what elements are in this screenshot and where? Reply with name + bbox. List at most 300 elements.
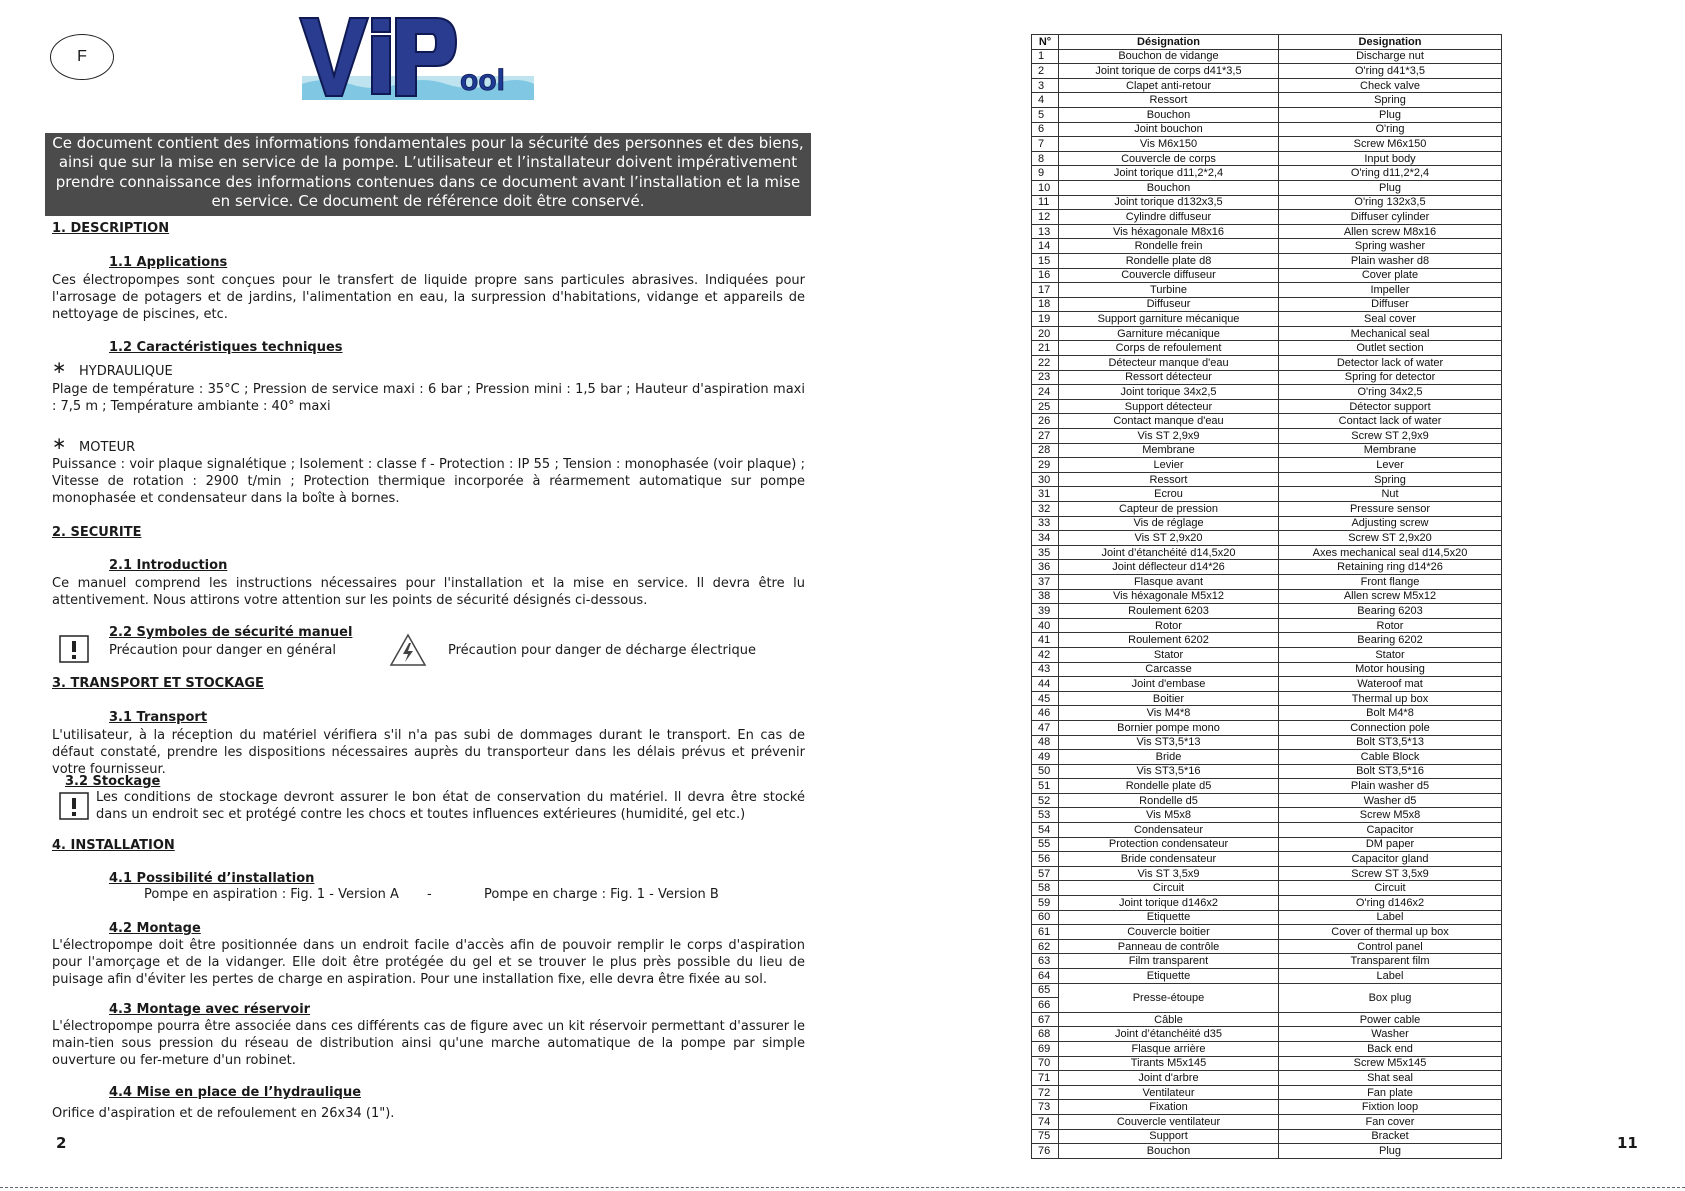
part-number-cell: 24 — [1032, 385, 1059, 400]
table-row — [1032, 633, 1502, 648]
part-name-fr-cell: Support garniture mécanique — [1059, 312, 1279, 327]
part-name-fr-cell: Joint torique de corps d41*3,5 — [1059, 64, 1279, 79]
part-name-en-cell: Check valve — [1279, 78, 1502, 93]
part-name-fr-cell: Clapet anti-retour — [1059, 78, 1279, 93]
part-number-cell: 19 — [1032, 312, 1059, 327]
part-name-en-cell: Nut — [1279, 487, 1502, 502]
table-row — [1032, 706, 1502, 721]
part-number-cell: 36 — [1032, 560, 1059, 575]
part-name-en-cell: Cable Block — [1279, 750, 1502, 765]
part-name-fr-cell: Stator — [1059, 647, 1279, 662]
part-name-en-cell: Plug — [1279, 107, 1502, 122]
table-row — [1032, 487, 1502, 502]
part-name-en-cell: Fixtion loop — [1279, 1100, 1502, 1115]
part-name-fr-cell: Ressort — [1059, 472, 1279, 487]
table-row — [1032, 604, 1502, 619]
part-number-cell: 23 — [1032, 370, 1059, 385]
part-name-fr-cell: Diffuseur — [1059, 297, 1279, 312]
part-name-en-cell: Seal cover — [1279, 312, 1502, 327]
part-name-en-cell: Bearing 6202 — [1279, 633, 1502, 648]
part-number-cell: 53 — [1032, 808, 1059, 823]
table-row — [1032, 137, 1502, 152]
table-row — [1032, 472, 1502, 487]
table-row — [1032, 677, 1502, 692]
part-name-en-cell: Diffuser — [1279, 297, 1502, 312]
part-name-fr-cell: Joint torique d146x2 — [1059, 896, 1279, 911]
transport-text: L'utilisateur, à la réception du matériel vérifiera s'il n'a pas subi de dommages durant le transport. En cas de défaut constaté, prendre les dispositions nécessaires auprès du transporteur dans les délais prévus et prévenir votre fournisseur. — [52, 728, 805, 777]
part-name-en-cell: Spring — [1279, 472, 1502, 487]
part-number-cell: 72 — [1032, 1085, 1059, 1100]
section-2-heading: 2. SECURITE — [52, 525, 142, 540]
part-name-en-cell: O'ring d146x2 — [1279, 896, 1502, 911]
table-row — [1032, 589, 1502, 604]
part-number-cell: 52 — [1032, 793, 1059, 808]
part-name-fr-cell: Capteur de pression — [1059, 502, 1279, 517]
part-name-fr-cell: Bride condensateur — [1059, 852, 1279, 867]
moteur-label: MOTEUR — [79, 440, 136, 455]
part-name-fr-cell: Rotor — [1059, 618, 1279, 633]
part-name-fr-cell: Membrane — [1059, 443, 1279, 458]
part-name-fr-cell: Vis de réglage — [1059, 516, 1279, 531]
part-name-fr-cell: Couvercle de corps — [1059, 151, 1279, 166]
part-number-cell: 67 — [1032, 1012, 1059, 1027]
part-number-cell: 29 — [1032, 458, 1059, 473]
section-3-heading: 3. TRANSPORT ET STOCKAGE — [52, 676, 264, 691]
part-number-cell: 76 — [1032, 1144, 1059, 1159]
part-name-fr-cell: Boitier — [1059, 691, 1279, 706]
table-row — [1032, 750, 1502, 765]
electric-danger-icon — [389, 633, 427, 667]
part-name-en-cell: Thermal up box — [1279, 691, 1502, 706]
table-row — [1032, 78, 1502, 93]
asterisk-bullet-icon: ∗ — [52, 434, 67, 454]
part-number-cell: 34 — [1032, 531, 1059, 546]
part-number-cell: 13 — [1032, 224, 1059, 239]
part-name-fr-cell: Ressort — [1059, 93, 1279, 108]
montage-text: L'électropompe doit être positionnée dans un endroit facile d'accès afin de pouvoir remplir le corps d'aspiration pour l'amorçage et de la vidanger. Elle doit être protégée du gel et se trouver le plus près possible du lieu de puisage afin d'éviter les pertes de charge en aspiration. Pour une installation fixe, elle devra être fixée au sol. — [52, 938, 805, 987]
part-number-cell: 21 — [1032, 341, 1059, 356]
part-name-en-cell: Adjusting screw — [1279, 516, 1502, 531]
part-number-cell: 17 — [1032, 283, 1059, 298]
part-name-en-cell: Screw ST 3,5x9 — [1279, 866, 1502, 881]
part-name-en-cell: Plug — [1279, 1144, 1502, 1159]
part-name-fr-cell: Couvercle diffuseur — [1059, 268, 1279, 283]
part-number-cell: 46 — [1032, 706, 1059, 721]
part-name-en-cell: Rotor — [1279, 618, 1502, 633]
part-name-en-cell: Plug — [1279, 180, 1502, 195]
part-name-fr-cell: Joint d’étanchéité d35 — [1059, 1027, 1279, 1042]
part-name-fr-cell: Support détecteur — [1059, 399, 1279, 414]
table-row — [1032, 166, 1502, 181]
part-number-cell: 41 — [1032, 633, 1059, 648]
part-number-cell: 70 — [1032, 1056, 1059, 1071]
part-name-fr-cell: Ressort détecteur — [1059, 370, 1279, 385]
part-name-en-cell: Plain washer d8 — [1279, 253, 1502, 268]
part-name-en-cell: O'ring 132x3,5 — [1279, 195, 1502, 210]
part-name-fr-cell: Etiquette — [1059, 969, 1279, 984]
part-name-fr-cell: Vis ST3,5*16 — [1059, 764, 1279, 779]
part-number-cell: 63 — [1032, 954, 1059, 969]
part-number-cell: 59 — [1032, 896, 1059, 911]
part-name-fr-cell: Bouchon — [1059, 180, 1279, 195]
part-name-fr-cell: Cylindre diffuseur — [1059, 210, 1279, 225]
part-name-fr-cell: Roulement 6203 — [1059, 604, 1279, 619]
table-row — [1032, 823, 1502, 838]
part-name-en-cell: Motor housing — [1279, 662, 1502, 677]
part-name-en-cell: Membrane — [1279, 443, 1502, 458]
table-row — [1032, 1041, 1502, 1056]
table-row — [1032, 1100, 1502, 1115]
stockage-text: Les conditions de stockage devront assurer le bon état de conservation du matériel. Il devra être stocké dans un endroit sec et protégé contre les chocs et toutes influences extérieures (humidité, gel etc.) — [96, 790, 805, 822]
part-name-en-cell: Label — [1279, 969, 1502, 984]
hydraulique-connection-text: Orifice d'aspiration et de refoulement en 26x34 (1"). — [52, 1106, 395, 1121]
section-4-heading: 4. INSTALLATION — [52, 838, 175, 853]
part-name-fr-cell: Contact manque d'eau — [1059, 414, 1279, 429]
part-number-cell: 8 — [1032, 151, 1059, 166]
left-page-number: 2 — [56, 1134, 67, 1152]
part-name-fr-cell: Tirants M5x145 — [1059, 1056, 1279, 1071]
table-row — [1032, 429, 1502, 444]
part-name-fr-cell: Couvercle ventilateur — [1059, 1114, 1279, 1129]
part-name-en-cell: Fan cover — [1279, 1114, 1502, 1129]
part-name-en-cell: Screw M5x8 — [1279, 808, 1502, 823]
part-name-en-cell: Bearing 6203 — [1279, 604, 1502, 619]
part-name-en-cell: Retaining ring d14*26 — [1279, 560, 1502, 575]
part-name-fr-cell: Carcasse — [1059, 662, 1279, 677]
table-row — [1032, 239, 1502, 254]
part-name-en-cell: Mechanical seal — [1279, 326, 1502, 341]
part-number-cell: 7 — [1032, 137, 1059, 152]
part-name-en-cell: Fan plate — [1279, 1085, 1502, 1100]
svg-text:ool: ool — [460, 64, 505, 97]
part-number-cell: 51 — [1032, 779, 1059, 794]
part-name-en-cell: Bracket — [1279, 1129, 1502, 1144]
part-name-en-cell: Détector support — [1279, 399, 1502, 414]
table-row — [1032, 122, 1502, 137]
part-name-en-cell: Cover plate — [1279, 268, 1502, 283]
general-danger-icon — [59, 635, 89, 663]
part-name-fr-cell: Joint déflecteur d14*26 — [1059, 560, 1279, 575]
part-number-cell: 50 — [1032, 764, 1059, 779]
table-row — [1032, 837, 1502, 852]
table-row — [1032, 385, 1502, 400]
part-name-en-cell: Detector lack of water — [1279, 356, 1502, 371]
column-header-designation-fr: Désignation — [1059, 35, 1279, 50]
applications-text: Ces électropompes sont conçues pour le transfert de liquide propre sans particules abrasives. Indiquées pour l'arrosage de potagers et de jardins, l'alimentation en eau, la surpression d'habitations, vidange et appareils de nettoyage de piscines, etc. — [52, 273, 805, 322]
table-row — [1032, 49, 1502, 64]
section-4-2-heading: 4.2 Montage — [109, 921, 201, 936]
general-danger-icon — [59, 792, 89, 820]
table-row — [1032, 618, 1502, 633]
section-2-2-heading: 2.2 Symboles de sécurité manuel — [109, 625, 353, 640]
part-name-fr-cell: Câble — [1059, 1012, 1279, 1027]
section-4-3-heading: 4.3 Montage avec réservoir — [109, 1002, 311, 1017]
table-row — [1032, 896, 1502, 911]
part-name-en-cell: Screw ST 2,9x20 — [1279, 531, 1502, 546]
part-number-cell: 73 — [1032, 1100, 1059, 1115]
table-row — [1032, 910, 1502, 925]
table-row — [1032, 764, 1502, 779]
table-row — [1032, 881, 1502, 896]
part-name-fr-cell: Vis ST 2,9x9 — [1059, 429, 1279, 444]
part-name-fr-cell: Vis ST3,5*13 — [1059, 735, 1279, 750]
part-name-fr-cell: Vis ST 3,5x9 — [1059, 866, 1279, 881]
part-name-en-cell: Screw M6x150 — [1279, 137, 1502, 152]
parts-list-table — [1031, 34, 1502, 1159]
part-name-en-cell: Lever — [1279, 458, 1502, 473]
part-name-en-cell: Input body — [1279, 151, 1502, 166]
part-name-en-cell: Spring washer — [1279, 239, 1502, 254]
table-row — [1032, 1129, 1502, 1144]
table-row — [1032, 370, 1502, 385]
part-name-fr-cell: Film transparent — [1059, 954, 1279, 969]
section-3-2-heading: 3.2 Stockage — [65, 774, 161, 789]
montage-reservoir-text: L'électropompe pourra être associée dans ces différents cas de figure avec un kit réservoir permettant d'assurer le main-tien sous pression du réseau de distribution ainsi qu'une marche automatique de la pompe par simple ouverture ou fer-meture d'un robinet. — [52, 1019, 805, 1068]
part-name-fr-cell: Détecteur manque d'eau — [1059, 356, 1279, 371]
part-name-fr-cell: Protection condensateur — [1059, 837, 1279, 852]
part-number-cell: 44 — [1032, 677, 1059, 692]
language-badge — [50, 34, 114, 80]
part-number-cell: 54 — [1032, 823, 1059, 838]
part-number-cell: 48 — [1032, 735, 1059, 750]
part-number-cell: 69 — [1032, 1041, 1059, 1056]
table-row — [1032, 1071, 1502, 1086]
part-name-fr-cell: Rondelle plate d8 — [1059, 253, 1279, 268]
part-number-cell: 14 — [1032, 239, 1059, 254]
part-name-fr-cell: Fixation — [1059, 1100, 1279, 1115]
part-name-fr-cell: Corps de refoulement — [1059, 341, 1279, 356]
part-name-en-cell: Screw M5x145 — [1279, 1056, 1502, 1071]
part-number-cell: 15 — [1032, 253, 1059, 268]
general-danger-text: Précaution pour danger en général — [109, 643, 336, 658]
part-name-fr-cell: Etiquette — [1059, 910, 1279, 925]
asterisk-bullet-icon: ∗ — [52, 358, 67, 378]
part-name-en-cell: Transparent film — [1279, 954, 1502, 969]
part-number-cell: 30 — [1032, 472, 1059, 487]
table-row — [1032, 516, 1502, 531]
part-name-fr-cell: Joint d'arbre — [1059, 1071, 1279, 1086]
part-name-fr-cell: Vis M4*8 — [1059, 706, 1279, 721]
table-row — [1032, 560, 1502, 575]
part-name-en-cell: Capacitor — [1279, 823, 1502, 838]
part-name-en-cell: Discharge nut — [1279, 49, 1502, 64]
part-number-cell: 45 — [1032, 691, 1059, 706]
table-row — [1032, 1012, 1502, 1027]
part-name-fr-cell: Presse-étoupe — [1059, 983, 1279, 1012]
table-row — [1032, 268, 1502, 283]
table-row — [1032, 574, 1502, 589]
part-name-fr-cell: Bornier pompe mono — [1059, 720, 1279, 735]
part-number-cell: 11 — [1032, 195, 1059, 210]
table-row — [1032, 808, 1502, 823]
table-row — [1032, 866, 1502, 881]
part-name-fr-cell: Vis héxagonale M5x12 — [1059, 589, 1279, 604]
hydraulique-label: HYDRAULIQUE — [79, 364, 173, 379]
moteur-specs: Puissance : voir plaque signalétique ; Isolement : classe f - Protection : IP 55 ; Tension : monophasée (voir plaque) ; Vitesse de rotation : 2900 t/min ; Protection thermique incorporée à réarmement automatique sur pompe monophasée et condensateur dans la boîte à bornes. — [52, 457, 805, 506]
part-number-cell: 25 — [1032, 399, 1059, 414]
table-row — [1032, 939, 1502, 954]
part-name-en-cell: Allen screw M5x12 — [1279, 589, 1502, 604]
part-number-cell: 65 — [1032, 983, 1059, 998]
table-row — [1032, 443, 1502, 458]
part-name-en-cell: Capacitor gland — [1279, 852, 1502, 867]
table-row — [1032, 341, 1502, 356]
part-name-en-cell: Stator — [1279, 647, 1502, 662]
part-name-en-cell: Cover of thermal up box — [1279, 925, 1502, 940]
part-name-en-cell: Connection pole — [1279, 720, 1502, 735]
part-name-fr-cell: Vis M6x150 — [1059, 137, 1279, 152]
table-row — [1032, 852, 1502, 867]
part-number-cell: 61 — [1032, 925, 1059, 940]
part-name-fr-cell: Support — [1059, 1129, 1279, 1144]
safety-notice-banner — [45, 133, 811, 216]
part-number-cell: 20 — [1032, 326, 1059, 341]
part-number-cell: 32 — [1032, 502, 1059, 517]
table-row — [1032, 224, 1502, 239]
part-name-fr-cell: Circuit — [1059, 881, 1279, 896]
part-name-en-cell: O'ring d41*3,5 — [1279, 64, 1502, 79]
notice-text: Ce document contient des informations fondamentales pour la sécurité des personnes et des biens, ainsi que sur la mise en service de la pompe. L’utilisateur et l’installateur doivent impérativement prendre connaissance des informations contenues dans ce document avant l’installation et la mise en service. Ce document de référence doit être conservé. — [52, 134, 804, 211]
part-name-en-cell: Wateroof mat — [1279, 677, 1502, 692]
part-number-cell: 26 — [1032, 414, 1059, 429]
part-name-fr-cell: Bouchon — [1059, 1144, 1279, 1159]
part-name-en-cell: Outlet section — [1279, 341, 1502, 356]
part-name-fr-cell: Vis M5x8 — [1059, 808, 1279, 823]
part-number-cell: 16 — [1032, 268, 1059, 283]
part-number-cell: 40 — [1032, 618, 1059, 633]
part-name-fr-cell: Ecrou — [1059, 487, 1279, 502]
table-row — [1032, 326, 1502, 341]
part-name-en-cell: Power cable — [1279, 1012, 1502, 1027]
part-number-cell: 31 — [1032, 487, 1059, 502]
table-row — [1032, 1144, 1502, 1159]
table-row — [1032, 969, 1502, 984]
part-number-cell: 28 — [1032, 443, 1059, 458]
part-name-en-cell: Washer d5 — [1279, 793, 1502, 808]
part-number-cell: 4 — [1032, 93, 1059, 108]
table-row — [1032, 545, 1502, 560]
table-row — [1032, 720, 1502, 735]
column-header-designation-en: Designation — [1279, 35, 1502, 50]
part-name-en-cell: Washer — [1279, 1027, 1502, 1042]
part-number-cell: 9 — [1032, 166, 1059, 181]
part-name-fr-cell: Flasque avant — [1059, 574, 1279, 589]
table-header-row — [1032, 35, 1502, 50]
part-number-cell: 60 — [1032, 910, 1059, 925]
part-name-fr-cell: Rondelle frein — [1059, 239, 1279, 254]
vipool-logo — [296, 10, 541, 106]
table-row — [1032, 1085, 1502, 1100]
part-number-cell: 39 — [1032, 604, 1059, 619]
part-number-cell: 18 — [1032, 297, 1059, 312]
right-page-number: 11 — [1617, 1134, 1638, 1152]
table-row — [1032, 180, 1502, 195]
part-name-fr-cell: Vis héxagonale M8x16 — [1059, 224, 1279, 239]
part-name-fr-cell: Rondelle d5 — [1059, 793, 1279, 808]
part-name-en-cell: Impeller — [1279, 283, 1502, 298]
part-name-fr-cell: Joint d’étanchéité d14,5x20 — [1059, 545, 1279, 560]
section-3-1-heading: 3.1 Transport — [109, 710, 208, 725]
table-row — [1032, 691, 1502, 706]
section-1-heading: 1. DESCRIPTION — [52, 221, 170, 236]
part-name-en-cell: Bolt ST3,5*16 — [1279, 764, 1502, 779]
install-option-b: Pompe en charge : Fig. 1 - Version B — [484, 887, 719, 902]
table-row — [1032, 356, 1502, 371]
part-name-fr-cell: Garniture mécanique — [1059, 326, 1279, 341]
part-number-cell: 56 — [1032, 852, 1059, 867]
part-name-en-cell: Bolt M4*8 — [1279, 706, 1502, 721]
part-name-fr-cell: Joint torique 34x2,5 — [1059, 385, 1279, 400]
part-name-en-cell: Shat seal — [1279, 1071, 1502, 1086]
table-row — [1032, 779, 1502, 794]
part-name-en-cell: Box plug — [1279, 983, 1502, 1012]
part-name-fr-cell: Vis ST 2,9x20 — [1059, 531, 1279, 546]
part-number-cell: 1 — [1032, 49, 1059, 64]
part-number-cell: 35 — [1032, 545, 1059, 560]
part-name-en-cell: Circuit — [1279, 881, 1502, 896]
column-header-number: N° — [1032, 35, 1059, 50]
table-row — [1032, 253, 1502, 268]
part-number-cell: 37 — [1032, 574, 1059, 589]
introduction-text: Ce manuel comprend les instructions nécessaires pour l'installation et la mise en service. Il devra être lu attentivement. Nous attirons votre attention sur les points de sécurité désignés ci-dessous. — [52, 576, 805, 608]
part-name-en-cell: Spring for detector — [1279, 370, 1502, 385]
table-row — [1032, 662, 1502, 677]
part-name-fr-cell: Joint torique d132x3,5 — [1059, 195, 1279, 210]
table-row — [1032, 210, 1502, 225]
part-name-en-cell: Bolt ST3,5*13 — [1279, 735, 1502, 750]
hydraulique-specs: Plage de température : 35°C ; Pression de service maxi : 6 bar ; Pression mini : 1,5 bar ; Hauteur d'aspiration maxi : 7,5 m ; Température ambiante : 40° maxi — [52, 382, 805, 414]
table-row — [1032, 735, 1502, 750]
part-name-fr-cell: Joint torique d11,2*2,4 — [1059, 166, 1279, 181]
part-number-cell: 3 — [1032, 78, 1059, 93]
page-edge-rule — [0, 1187, 1685, 1188]
part-name-en-cell: Label — [1279, 910, 1502, 925]
part-name-fr-cell: Panneau de contrôle — [1059, 939, 1279, 954]
part-name-en-cell: Back end — [1279, 1041, 1502, 1056]
part-number-cell: 58 — [1032, 881, 1059, 896]
table-row — [1032, 1027, 1502, 1042]
part-name-fr-cell: Levier — [1059, 458, 1279, 473]
part-number-cell: 43 — [1032, 662, 1059, 677]
part-name-en-cell: Allen screw M8x16 — [1279, 224, 1502, 239]
language-label: F — [77, 48, 87, 65]
part-name-fr-cell: Turbine — [1059, 283, 1279, 298]
table-row — [1032, 64, 1502, 79]
part-number-cell: 62 — [1032, 939, 1059, 954]
part-name-en-cell: Contact lack of water — [1279, 414, 1502, 429]
part-name-en-cell: Axes mechanical seal d14,5x20 — [1279, 545, 1502, 560]
table-row — [1032, 531, 1502, 546]
table-row — [1032, 954, 1502, 969]
part-number-cell: 68 — [1032, 1027, 1059, 1042]
part-name-fr-cell: Bouchon — [1059, 107, 1279, 122]
table-row — [1032, 502, 1502, 517]
part-name-en-cell: O'ring d11,2*2,4 — [1279, 166, 1502, 181]
section-2-1-heading: 2.1 Introduction — [109, 558, 228, 573]
part-name-en-cell: DM paper — [1279, 837, 1502, 852]
part-number-cell: 22 — [1032, 356, 1059, 371]
table-row — [1032, 414, 1502, 429]
part-number-cell: 57 — [1032, 866, 1059, 881]
part-number-cell: 42 — [1032, 647, 1059, 662]
table-row — [1032, 195, 1502, 210]
part-name-fr-cell: Couvercle boitier — [1059, 925, 1279, 940]
part-name-fr-cell: Bride — [1059, 750, 1279, 765]
part-name-en-cell: Diffuser cylinder — [1279, 210, 1502, 225]
table-row — [1032, 297, 1502, 312]
part-name-fr-cell: Condensateur — [1059, 823, 1279, 838]
part-number-cell: 10 — [1032, 180, 1059, 195]
